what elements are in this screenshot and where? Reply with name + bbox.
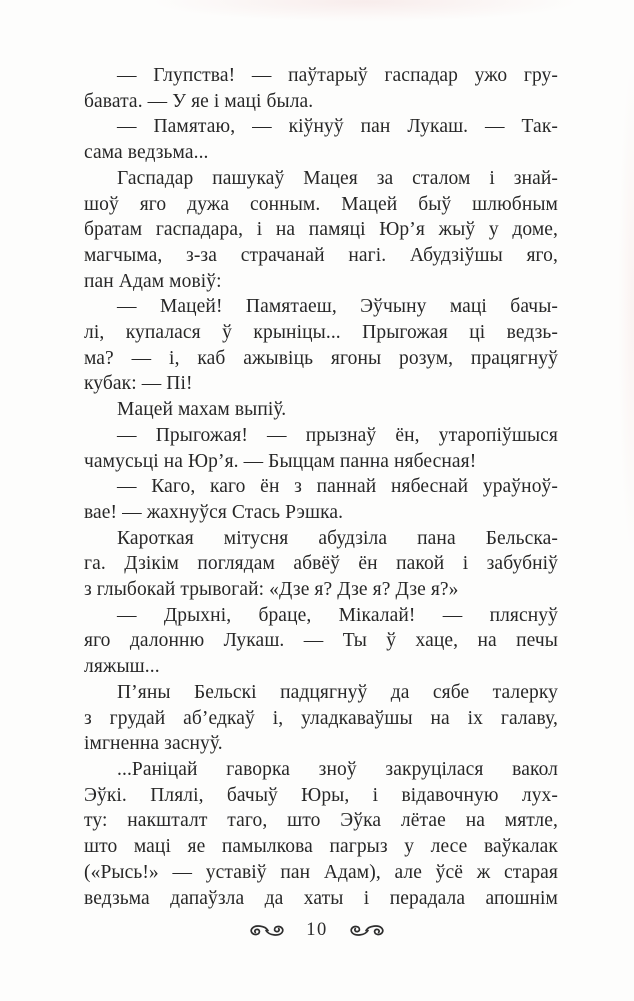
paragraph: [84, 680, 558, 757]
text-line: імгненна заснуў.: [84, 733, 223, 755]
text-line: вае! — жахнуўся Стась Рэшка.: [84, 501, 344, 523]
text-line: лі, купалася ў крыніцы... Прыгожая ці ведзь-: [84, 322, 558, 344]
paragraph: [84, 63, 558, 114]
scroll-flourish-right-icon: [348, 923, 386, 938]
text-line: кубак: — Пі!: [84, 373, 193, 395]
page-number: 10: [306, 920, 328, 940]
text-line: пан Адам мовіў:: [84, 270, 222, 292]
text-line: яго далонню Лукаш. — Ты ў хаце, на печы: [84, 630, 558, 652]
body-text: [84, 63, 558, 911]
text-line: — Мацей! Памятаеш, Эўчыну маці бачы-: [117, 296, 558, 318]
text-line: («Рысь!» — уставіў пан Адам), але ўсё ж старая: [84, 861, 558, 883]
paragraph: [84, 166, 558, 295]
paragraph: [84, 397, 558, 423]
scroll-flourish-left-icon: [248, 923, 286, 938]
text-line: Мацей махам выпіў.: [117, 399, 287, 421]
paragraph: [84, 603, 558, 680]
text-line: братам гаспадара, і на памяці Юр’я жыў у доме,: [84, 219, 558, 241]
paragraph: [84, 757, 558, 911]
text-line: га. Дзікім поглядам абвёў ён пакой і забубніў: [84, 553, 558, 575]
page-footer: [0, 920, 634, 941]
text-line: ...Раніцай гаворка зноў закруцілася вакол: [117, 758, 558, 780]
text-line: шоў яго дужа сонным. Мацей быў шлюбным: [84, 193, 558, 215]
paragraph: [84, 526, 558, 603]
paragraph: [84, 423, 558, 474]
text-line: ляжыш...: [84, 656, 160, 678]
text-line: з грудай аб’едкаў і, уладкаваўшы на іх галаву,: [84, 707, 558, 729]
text-line: — Каго, каго ён з паннай нябеснай ураўноў-: [117, 476, 558, 498]
text-line: магчыма, з-за страчанай нагі. Абудзіўшы яго,: [84, 244, 558, 266]
text-line: ту: накшталт таго, што Эўка лётае на мятле,: [84, 810, 558, 832]
text-line: — Прыгожая! — прызнаў ён, утаропіўшыся: [117, 424, 558, 446]
text-line: што маці яе памылкова пагрыз у лесе ваўкалак: [84, 836, 558, 858]
paragraph: [84, 294, 558, 397]
text-line: з глыбокай трывогай: «Дзе я? Дзе я? Дзе я?»: [84, 579, 459, 601]
scan-artifact: [618, 60, 634, 560]
text-line: сама ведзьма...: [84, 142, 209, 164]
text-line: Кароткая мітусня абудзіла пана Бельска-: [117, 527, 558, 549]
text-line: — Дрыхні, браце, Мікалай! — пляснуў: [117, 604, 558, 626]
text-line: — Глупства! — паўтарыў гаспадар ужо гру-: [117, 65, 558, 86]
text-line: бавата. — У яе і маці была.: [84, 90, 314, 112]
text-line: ведзьма дапаўзла да хаты і перадала апошнім: [84, 887, 558, 909]
text-line: Гаспадар пашукаў Мацея за сталом і знай-: [117, 167, 558, 189]
text-line: Эўкі. Плялі, бачыў Юры, і відавочную лух-: [84, 784, 558, 806]
text-line: чамусьці на Юр’я. — Быццам панна нябесная!: [84, 450, 477, 472]
scan-artifact: [150, 0, 580, 22]
text-line: — Памятаю, — кіўнуў пан Лукаш. — Так-: [117, 116, 558, 138]
text-line: ма? — і, каб ажывіць ягоны розум, працягнуў: [84, 347, 558, 369]
paragraph: [84, 114, 558, 165]
paragraph: [84, 474, 558, 525]
text-line: П’яны Бельскі падцягнуў да сябе талерку: [117, 681, 558, 703]
